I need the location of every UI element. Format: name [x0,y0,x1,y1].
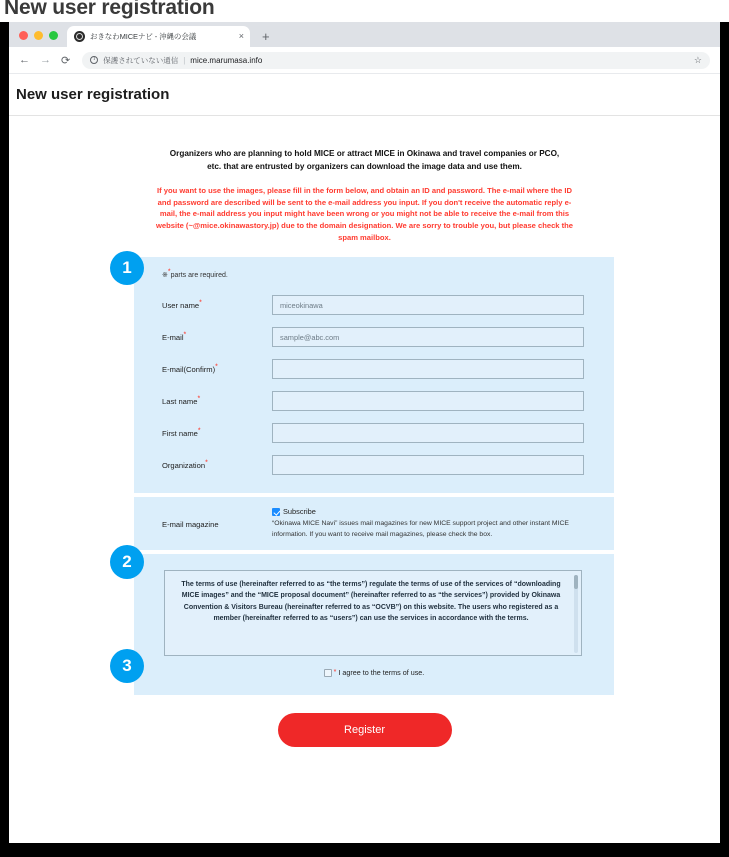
subscribe-label: Subscribe [283,507,316,517]
browser-toolbar [9,47,720,74]
browser-tab-strip [9,22,720,47]
window-maximize-button[interactable] [49,31,58,40]
required-note [134,268,614,280]
field-row-organization [134,455,614,475]
frame-right-border [720,22,729,857]
required-asterisk: * [199,299,202,307]
lead-paragraph: Organizers who are planning to hold MICE or attract MICE in Okinawa and travel companies or PCO, etc. that are entrusted by organizers can download the image data and use them. [169,149,560,171]
back-arrow-icon[interactable]: ← [19,53,30,66]
agree-checkbox[interactable] [324,669,332,677]
field-label-email-confirm [162,365,272,374]
field-row-email [134,327,614,347]
site-favicon-icon [74,31,85,42]
form-panel-magazine [134,497,614,550]
warning-paragraph: If you want to use the images, please fill in the form below, and obtain an ID and password. The e-mail where the ID and password are described will be sent to the e-mail address you input. If you don't receive the automatic reply e-mail, the e-mail address you input might have been wrong or you might not be able to receive the e-mail from this website (~@mice.okinawastory.jp) due to the domain designation. We are sorry to trouble you, but please check the spam mailbox. [155,186,574,242]
page-header [9,74,720,116]
step-badge-3: 3 [110,649,144,683]
new-tab-button[interactable]: + [262,29,270,44]
form-sections [9,257,720,747]
browser-tab[interactable] [67,26,250,47]
magazine-description: “Okinawa MICE Navi” issues mail magazines for new MICE support project and other instant MICE information. If you want to receive mail magazines, please check the box. [272,520,569,538]
label-text: First name [162,428,198,438]
outer-page-title: New user registration [4,0,215,19]
field-label-email [162,333,272,342]
label-text: E-mail [162,332,184,342]
window-controls [9,31,67,47]
address-bar[interactable] [82,52,710,69]
frame-left-border [0,22,9,857]
organization-input[interactable] [272,455,584,475]
field-row-last-name [134,391,614,411]
magazine-row [134,507,614,540]
magazine-body [272,507,584,540]
subscribe-checkbox[interactable] [272,508,280,516]
field-row-user-name [134,295,614,315]
field-row-email-confirm [134,359,614,379]
omnibox-separator: | [183,55,186,65]
forward-arrow-icon[interactable]: → [40,53,51,66]
label-text: E-mail(Confirm) [162,364,216,374]
required-asterisk: * [205,459,208,467]
frame-bottom-border [0,843,729,857]
register-button[interactable]: Register [278,713,452,747]
label-text: Organization [162,460,206,470]
reload-icon[interactable]: ⟳ [61,54,71,67]
field-label-last-name [162,397,272,406]
user-name-input[interactable] [272,295,584,315]
field-label-organization [162,461,272,470]
window-close-button[interactable] [19,31,28,40]
required-asterisk: * [197,395,201,403]
email-confirm-input[interactable] [272,359,584,379]
browser-window [9,22,720,843]
required-asterisk: * [197,427,201,435]
subscribe-line[interactable] [272,507,584,516]
step-badge-1: 1 [110,251,144,285]
page-title: New user registration [16,86,170,103]
register-button-wrap [9,713,720,747]
email-input[interactable] [272,327,584,347]
required-note-prefix: ※ [162,272,168,280]
required-note-text: parts are required. [170,272,228,280]
bookmark-star-icon[interactable]: ☆ [693,54,702,65]
label-text: User name [162,300,200,310]
field-row-first-name [134,423,614,443]
required-asterisk: * [215,363,218,371]
browser-tab-title: おきなわMICEナビ - 沖縄の会議 [90,32,197,41]
info-circle-icon[interactable] [90,56,98,64]
required-asterisk: * [167,268,171,276]
magazine-label: E-mail magazine [162,520,219,530]
first-name-input[interactable] [272,423,584,443]
field-label-user-name [162,301,272,310]
security-status-text: 保護されていない通信 [103,55,179,65]
required-asterisk: * [183,331,187,339]
terms-text: The terms of use (hereinafter referred to as “the terms”) regulate the terms of use of the services of “downloading MICE images” and the “MICE proposal document” (hereinafter referred to as “the services”) provided by Okinawa Convention & Visitors Bureau (hereinafter referred to as “OCVB”) on this website. The users who registered as a member (hereinafter referred to as “users”) can use the services in accordance with the terms. [181,581,561,623]
agree-row[interactable]: * I agree to the terms of use. [134,668,614,677]
form-panel-fields [134,257,614,493]
label-text: Last name [162,396,198,406]
close-icon[interactable]: × [238,31,244,41]
window-minimize-button[interactable] [34,31,43,40]
terms-scrollbar-thumb[interactable] [574,575,578,589]
field-label-first-name [162,429,272,438]
address-bar-url: mice.marumasa.info [190,55,263,65]
terms-scroll-box[interactable] [164,570,582,656]
agree-label: I agree to the terms of use. [338,668,425,678]
terms-scrollbar[interactable] [574,575,578,653]
form-panel-terms [134,554,614,695]
last-name-input[interactable] [272,391,584,411]
step-badge-2: 2 [110,545,144,579]
page-content [9,74,720,843]
